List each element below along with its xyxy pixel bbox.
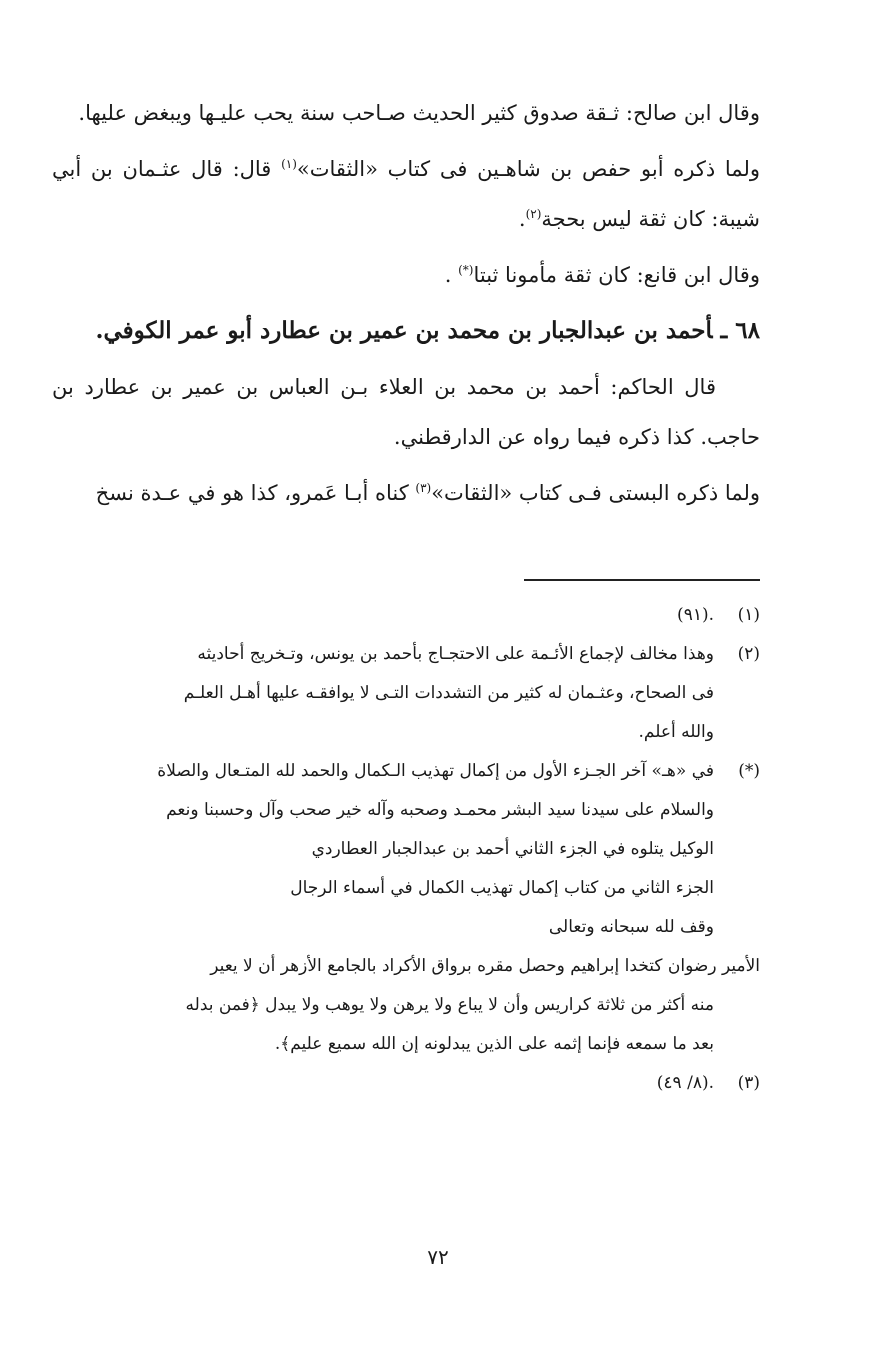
footnote-ref-1[interactable]: (١) [281, 157, 297, 171]
entry-number: ٦٨ ـ [720, 317, 760, 344]
footnote-body [52, 635, 714, 752]
page-number: ٧٢ [427, 1245, 449, 1269]
footnote-line: الجزء الثاني من كتاب إكمال تهذيب الكمال في أسماء الرجال [290, 878, 714, 898]
paragraph-busti-text-2: كناه أبـا عَمرو، كذا هو في عـدة نسخ [95, 481, 416, 505]
footnote-mark: (*) [738, 761, 760, 781]
paragraph-ibn-qani [52, 250, 760, 300]
paragraph-busti-text: ولما ذكره البستى فـى كتاب «الثقات» [431, 481, 760, 505]
paragraph-ibn-salih: وقال ابن صالح: ثـقة صدوق كثير الحديث صـاحب سنة يحب عليـها ويبغض عليها. [78, 101, 760, 125]
paragraph-busti [52, 468, 760, 518]
waqf-line: الأمير رضوان كتخدا إبراهيم وحصل مقره برواق الأكراد بالجامع الأزهر أن لا يعير [210, 956, 760, 976]
entry-heading [52, 306, 760, 356]
paragraph-ibn-qani-text: وقال ابن قانع: كان ثقة مأمونا ثبتا [473, 263, 760, 287]
footnote-ref-2[interactable]: (٢) [525, 207, 542, 221]
punctuation: . [444, 263, 459, 287]
footnote-3 [52, 1064, 760, 1103]
footnote-star [52, 752, 760, 947]
footnote-line: والسلام على سيدنا سيد البشر محمـد وصحبه وآله خير صحب وآل وحسبنا ونعم [166, 800, 714, 820]
footnote-line: وقف لله سبحانه وتعالى [548, 917, 714, 937]
footnote-line: الوكيل يتلوه في الجزء الثاني أحمد بن عبدالجبار العطاردي [311, 839, 714, 859]
footnote-ref-star[interactable]: (*) [458, 263, 474, 277]
waqf-notice [52, 947, 760, 1064]
paragraph-ibn-shahin-text: ولما ذكره أبو حفص بن شاهـين فى كتاب «الثقات» [296, 157, 760, 181]
paragraph-ibn-shahin-text-2: قال: قال عثـمان بن أبي شيبة: كان ثقة ليس بحجة [52, 157, 760, 231]
main-text [52, 88, 760, 524]
waqf-line: منه أكثر من ثلاثة كراريس وأن لا يباع ولا يرهن ولا يوهب ولا يبدل ﴿فمن بدله [185, 995, 714, 1015]
paragraph-ibn-shahin [52, 144, 760, 244]
footnote-line: فى الصحاح، وعثـمان له كثير من التشددات التـى لا يوافقـه عليها أهـل العلـم [183, 683, 714, 703]
footnote-line: في «هـ» آخر الجـزء الأول من إكمال تهذيب الـكمال والحمد لله المتـعال والصلاة [157, 761, 714, 781]
footnote-mark: (١) [737, 605, 760, 625]
footnote-2 [52, 635, 760, 752]
footnote-mark: (٢) [737, 644, 760, 664]
entry-title: أحمد بن عبدالجبار بن محمد بن عمير بن عطارد أبو عمر الكوفي. [95, 317, 713, 344]
footnote-line: .(٩١) [677, 605, 714, 625]
footnote-line: والله أعلم. [638, 722, 714, 742]
paragraph-hakim: قال الحاكم: أحمد بن محمد بن العلاء بـن العباس بن عمير بن عطارد بن حاجب. كذا ذكره فيما رواه عن الدارقطني. [52, 375, 760, 449]
footnote-body [52, 752, 714, 947]
footnotes [52, 596, 760, 1103]
footnote-body [52, 1064, 714, 1103]
footnote-1 [52, 596, 760, 635]
punctuation: . [518, 207, 526, 231]
footnote-mark: (٣) [737, 1073, 760, 1093]
waqf-line: بعد ما سمعه فإنما إثمه على الذين يبدلونه إن الله سميع عليم﴾. [274, 1034, 714, 1054]
footnote-body [52, 596, 714, 635]
footnote-ref-3[interactable]: (٣) [415, 481, 432, 495]
footnote-separator [524, 579, 760, 581]
footnote-line: وهذا مخالف لإجماع الأئـمة على الاحتجـاج بأحمد بن يونس، وتـخريج أحاديثه [197, 644, 714, 664]
footnote-line: .(٨/ ٤٩) [656, 1073, 714, 1093]
